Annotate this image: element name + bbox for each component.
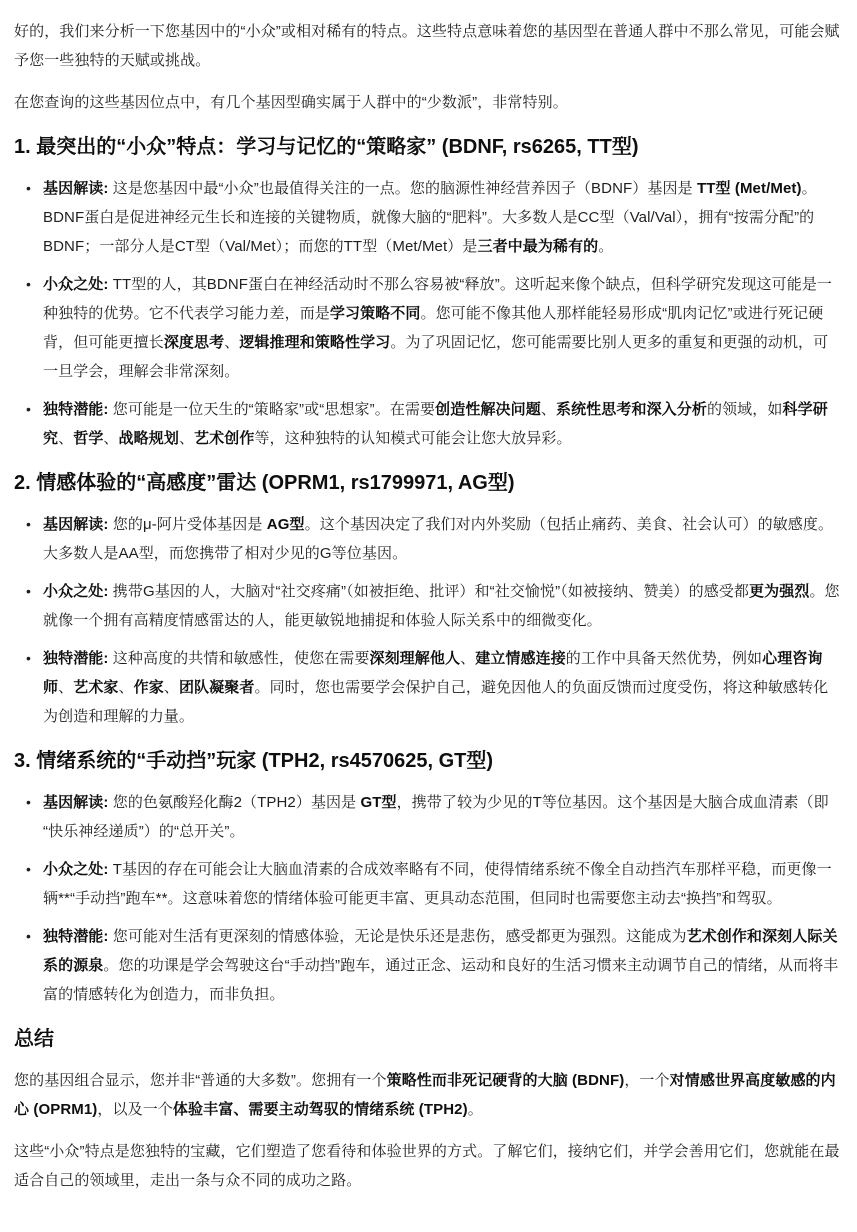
list-item <box>43 174 843 261</box>
text-run: 总结 <box>14 1028 54 1050</box>
text-run: 2. 情感体验的“高感度”雷达 (OPRM1, rs1799971, AG型) <box>14 472 515 494</box>
bold-text-run: 深度思考 <box>163 334 225 351</box>
bullet-list <box>14 788 843 1009</box>
paragraph <box>14 88 843 117</box>
bold-text-run: 团队凝聚者 <box>178 679 255 696</box>
list-item <box>43 644 843 731</box>
text-run: 。您的功课是学会驾驶这台“手动挡”跑车，通过正念、运动和良好的生活习惯来主动调节自己的情绪，从而将丰富的情感转化为创造力，而非负担。 <box>43 957 839 1003</box>
bold-text-run: 基因解读: <box>43 516 113 533</box>
bold-text-run: 小众之处: <box>43 276 113 293</box>
text-run: 的工作中具备天然优势，例如 <box>565 650 763 667</box>
document-content <box>14 17 843 1195</box>
text-run: 。为了巩固记忆，您可能需要比别人更多的重复和更强的动机，可一旦学会，理解会非常深刻。 <box>43 334 829 380</box>
bold-text-run: 基因解读: <box>43 180 113 197</box>
text-run: 您的μ-阿片受体基因是 <box>112 516 267 533</box>
text-run: 这种高度的共情和敏感性，使您在需要 <box>112 650 370 667</box>
bold-text-run: 基因解读: <box>43 794 113 811</box>
list-item <box>43 510 843 568</box>
bold-text-run: 独特潜能: <box>43 401 113 418</box>
bold-text-run: 小众之处: <box>43 583 113 600</box>
text-run: 、 <box>58 430 74 447</box>
bold-text-run: 心理咨询师 <box>43 650 823 696</box>
bold-text-run: 科学研究 <box>43 401 828 447</box>
bold-text-run: 学习策略不同 <box>329 305 421 322</box>
text-run: 、 <box>460 650 476 667</box>
text-run: 。BDNF蛋白是促进神经元生长和连接的关键物质，就像大脑的“肥料”。大多数人是CC型（Val/Val），拥有“按需分配”的BDNF；一部分人是CT型（Val/Met）；而您的TT型（Met/Met）是 <box>43 180 817 255</box>
list-item <box>43 270 843 386</box>
text-run: 。 <box>467 1101 483 1118</box>
text-run: 。这个基因决定了我们对内外奖励（包括止痛药、美食、社会认可）的敏感度。大多数人是AA型，而您携带了相对少见的G等位基因。 <box>43 516 834 562</box>
paragraph <box>14 1066 843 1124</box>
bold-text-run: 三者中最为稀有的 <box>477 238 599 255</box>
bold-text-run: GT型 <box>360 794 397 811</box>
bold-text-run: 作家 <box>133 679 164 696</box>
bold-text-run: 哲学 <box>73 430 104 447</box>
bold-text-run: 艺术家 <box>73 679 119 696</box>
bold-text-run: 战略规划 <box>118 430 179 447</box>
bold-text-run: 更为强烈 <box>749 583 810 600</box>
bold-text-run: 艺术创作 <box>194 430 255 447</box>
list-item <box>43 922 843 1009</box>
text-run: 、 <box>163 679 179 696</box>
text-run: 在您查询的这些基因位点中，有几个基因型确实属于人群中的“少数派”，非常特别。 <box>14 94 568 111</box>
list-item <box>43 577 843 635</box>
text-run: 3. 情绪系统的“手动挡”玩家 (TPH2, rs4570625, GT型) <box>14 750 494 772</box>
text-run: 、 <box>540 401 556 418</box>
bold-text-run: 建立情感连接 <box>475 650 566 667</box>
text-run: 。您可能不像其他人那样能轻易形成“肌肉记忆”或进行死记硬背，但可能更擅长 <box>43 305 824 351</box>
bold-text-run: 小众之处: <box>43 861 113 878</box>
text-run: 您可能对生活有更深刻的情感体验，无论是快乐还是悲伤，感受都更为强烈。这能成为 <box>112 928 687 945</box>
text-run: 、 <box>224 334 240 351</box>
bullet-list <box>14 510 843 731</box>
bold-text-run: AG型 <box>266 516 305 533</box>
text-run: 、 <box>58 679 74 696</box>
text-run: 。您就像一个拥有高精度情感雷达的人，能更敏锐地捕捉和体验人际关系中的细微变化。 <box>43 583 840 629</box>
list-item <box>43 855 843 913</box>
section-heading <box>14 748 843 775</box>
text-run: 、 <box>103 430 119 447</box>
bold-text-run: 体验丰富、需要主动驾驭的情绪系统 (TPH2) <box>172 1101 468 1118</box>
bold-text-run: 独特潜能: <box>43 928 113 945</box>
text-run: 1. 最突出的“小众”特点：学习与记忆的“策略家” (BDNF, rs6265, TT型) <box>14 136 639 158</box>
text-run: 好的，我们来分析一下您基因中的“小众”或相对稀有的特点。这些特点意味着您的基因型在普通人群中不那么常见，可能会赋予您一些独特的天赋或挑战。 <box>14 23 840 69</box>
text-run: 、 <box>178 430 195 447</box>
text-run: 这是您基因中最“小众”也最值得关注的一点。您的脑源性神经营养因子（BDNF）基因是 <box>112 180 697 197</box>
bold-text-run: 艺术创作和深刻人际关系的源泉 <box>43 928 838 974</box>
bullet-list <box>14 174 843 453</box>
text-run: 的领域，如 <box>706 401 783 418</box>
paragraph <box>14 17 843 75</box>
text-run: 等，这种独特的认知模式可能会让您大放异彩。 <box>254 430 572 447</box>
bold-text-run: 系统性思考和深入分析 <box>555 401 707 418</box>
text-run: 。 <box>598 238 614 255</box>
section-heading <box>14 470 843 497</box>
text-run: 这些“小众”特点是您独特的宝藏，它们塑造了您看待和体验世界的方式。了解它们，接纳它们，并学会善用它们，您就能在最适合自己的领域里，走出一条与众不同的成功之路。 <box>14 1143 840 1189</box>
section-heading <box>14 1026 843 1053</box>
text-run: TT型的人，其BDNF蛋白在神经活动时不那么容易被“释放”。这听起来像个缺点，但科学研究发现这可能是一种独特的优势。它不代表学习能力差，而是 <box>43 276 833 322</box>
bold-text-run: 对情感世界高度敏感的内心 (OPRM1) <box>14 1072 836 1118</box>
list-item <box>43 395 843 453</box>
bold-text-run: 策略性而非死记硬背的大脑 (BDNF) <box>386 1072 625 1089</box>
text-run: 、 <box>118 679 134 696</box>
text-run: 携带G基因的人，大脑对“社交疼痛”（如被拒绝、批评）和“社交愉悦”（如被接纳、赞美）的感受都 <box>112 583 750 600</box>
section-heading <box>14 134 843 161</box>
bold-text-run: 深刻理解他人 <box>369 650 461 667</box>
paragraph <box>14 1137 843 1195</box>
bold-text-run: TT型 (Met/Met) <box>696 180 802 197</box>
text-run: 您可能是一位天生的“策略家”或“思想家”。在需要 <box>112 401 436 418</box>
text-run: T基因的存在可能会让大脑血清素的合成效率略有不同，使得情绪系统不像全自动挡汽车那样平稳，而更像一辆**“手动挡”跑车**。这意味着您的情绪体验可能更丰富、更具动态范围，但同时也需要您主动去“换挡”和驾驭。 <box>43 861 832 907</box>
text-run: ，一个 <box>624 1072 670 1089</box>
bold-text-run: 独特潜能: <box>43 650 113 667</box>
text-run: ，以及一个 <box>97 1101 173 1118</box>
text-run: ，携带了较为少见的T等位基因。这个基因是大脑合成血清素（即“快乐神经递质”）的“总开关”。 <box>43 794 829 840</box>
text-run: 。同时，您也需要学会保护自己，避免因他人的负面反馈而过度受伤，将这种敏感转化为创造和理解的力量。 <box>43 679 829 725</box>
bold-text-run: 创造性解决问题 <box>435 401 541 418</box>
bold-text-run: 逻辑推理和策略性学习 <box>239 334 391 351</box>
text-run: 您的色氨酸羟化酶2（TPH2）基因是 <box>112 794 361 811</box>
text-run: 您的基因组合显示，您并非“普通的大多数”。您拥有一个 <box>14 1072 387 1089</box>
list-item <box>43 788 843 846</box>
